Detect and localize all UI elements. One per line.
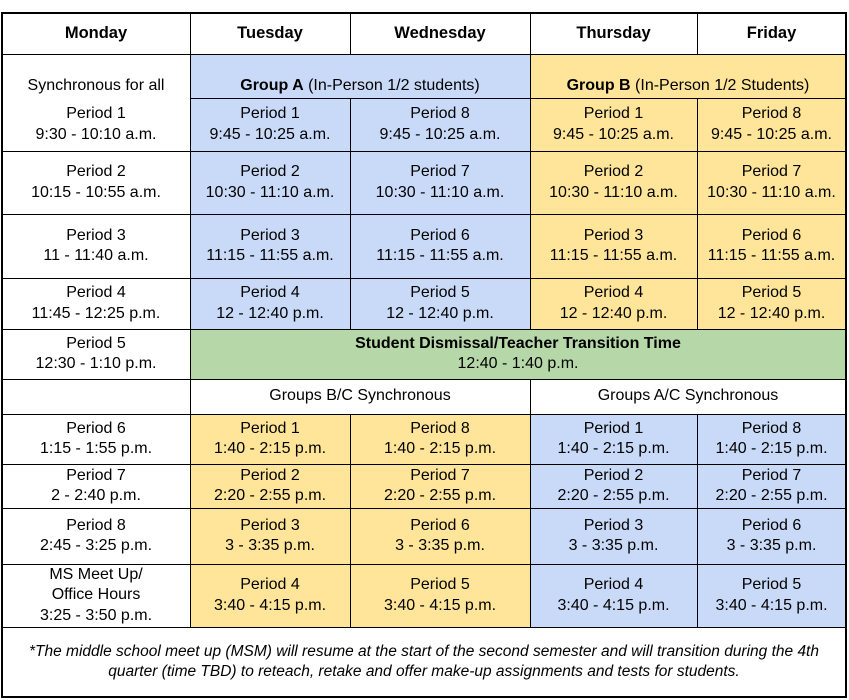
- table-cell: Period 5 3:40 - 4:15 p.m.: [697, 564, 846, 627]
- table-cell: Period 6 1:15 - 1:55 p.m.: [2, 414, 190, 464]
- table-cell: Period 1 9:30 - 10:10 a.m.: [2, 98, 190, 151]
- header-tuesday: Tuesday: [190, 13, 350, 54]
- grid-line: [190, 98, 846, 99]
- table-cell: [2, 379, 190, 414]
- monday-sync-label: Synchronous for all: [2, 54, 190, 98]
- table-cell: Period 6 11:15 - 11:55 a.m.: [350, 214, 530, 278]
- table-cell: Period 4 11:45 - 12:25 p.m.: [2, 278, 190, 329]
- grid-line: [530, 379, 531, 627]
- grid-line: [350, 13, 351, 54]
- group-a-name: Group A: [240, 76, 304, 94]
- group-b-note: (In-Person 1/2 Students): [630, 76, 810, 94]
- grid-line: [2, 214, 846, 215]
- grid-line: [697, 13, 698, 54]
- table-cell: Period 4 3:40 - 4:15 p.m.: [530, 564, 697, 627]
- table-cell: Period 5 12 - 12:40 p.m.: [697, 278, 846, 329]
- table-cell: Period 2 10:15 - 10:55 a.m.: [2, 151, 190, 214]
- grid-line: [2, 464, 846, 465]
- transition-time: 12:40 - 1:40 p.m.: [457, 355, 579, 372]
- grid-line: [2, 278, 846, 279]
- table-cell: Period 8 2:45 - 3:25 p.m.: [2, 508, 190, 564]
- table-cell: Period 4 12 - 12:40 p.m.: [530, 278, 697, 329]
- table-cell: Period 8 9:45 - 10:25 a.m.: [697, 98, 846, 151]
- grid-line: [2, 379, 846, 380]
- grid-line: [2, 151, 846, 152]
- grid-line: [2, 54, 846, 55]
- table-cell: Period 3 3 - 3:35 p.m.: [530, 508, 697, 564]
- table-cell: Period 1 1:40 - 2:15 p.m.: [190, 414, 350, 464]
- groups-bc-sync-label: Groups B/C Synchronous: [190, 379, 530, 414]
- table-cell: Period 2 2:20 - 2:55 p.m.: [530, 464, 697, 508]
- group-b-name: Group B: [566, 76, 631, 94]
- table-cell: Period 2 2:20 - 2:55 p.m.: [190, 464, 350, 508]
- table-cell: Period 8 1:40 - 2:15 p.m.: [697, 414, 846, 464]
- table-cell: Period 2 10:30 - 11:10 a.m.: [530, 151, 697, 214]
- table-cell: Period 6 3 - 3:35 p.m.: [350, 508, 530, 564]
- transition-title: Student Dismissal/Teacher Transition Time: [355, 334, 681, 352]
- table-cell: Period 1 9:45 - 10:25 a.m.: [190, 98, 350, 151]
- table-cell: Period 7 2:20 - 2:55 p.m.: [350, 464, 530, 508]
- border-right: [845, 12, 847, 698]
- table-cell: Period 6 3 - 3:35 p.m.: [697, 508, 846, 564]
- grid-line: [697, 414, 698, 627]
- table-cell: Period 7 2:20 - 2:55 p.m.: [697, 464, 846, 508]
- header-wednesday: Wednesday: [350, 13, 530, 54]
- grid-line: [530, 13, 531, 329]
- grid-line: [350, 98, 351, 329]
- table-cell: MS Meet Up/ Office Hours 3:25 - 3:50 p.m.: [2, 564, 190, 627]
- table-cell: Period 3 11 - 11:40 a.m.: [2, 214, 190, 278]
- table-cell: Period 5 3:40 - 4:15 p.m.: [350, 564, 530, 627]
- group-a-label: [190, 54, 530, 98]
- transition-banner: [190, 329, 846, 379]
- footnote: *The middle school meet up (MSM) will resume at the start of the second semester and will transition during the 4th quarter (time TBD) to reteach, retake and offer make-up assignments and tests for students.: [2, 627, 846, 697]
- table-cell: Period 5 12:30 - 1:10 p.m.: [2, 329, 190, 379]
- border-top: [1, 12, 847, 14]
- table-cell: Period 8 1:40 - 2:15 p.m.: [350, 414, 530, 464]
- table-cell: Period 7 10:30 - 11:10 a.m.: [697, 151, 846, 214]
- table-cell: Period 3 11:15 - 11:55 a.m.: [530, 214, 697, 278]
- table-cell: Period 6 11:15 - 11:55 a.m.: [697, 214, 846, 278]
- grid-line: [190, 13, 191, 627]
- table-cell: Period 2 10:30 - 11:10 a.m.: [190, 151, 350, 214]
- table-cell: Period 7 10:30 - 11:10 a.m.: [350, 151, 530, 214]
- table-cell: Period 3 3 - 3:35 p.m.: [190, 508, 350, 564]
- table-cell: Period 5 12 - 12:40 p.m.: [350, 278, 530, 329]
- group-b-label: [530, 54, 846, 98]
- table-cell: Period 4 3:40 - 4:15 p.m.: [190, 564, 350, 627]
- groups-ac-sync-label: Groups A/C Synchronous: [530, 379, 846, 414]
- table-cell: Period 4 12 - 12:40 p.m.: [190, 278, 350, 329]
- table-cell: Period 8 9:45 - 10:25 a.m.: [350, 98, 530, 151]
- header-monday: Monday: [2, 13, 190, 54]
- grid-line: [2, 508, 846, 509]
- grid-line: [2, 627, 846, 628]
- group-a-note: (In-Person 1/2 students): [303, 76, 480, 94]
- table-cell: Period 1 9:45 - 10:25 a.m.: [530, 98, 697, 151]
- grid-line: [2, 564, 846, 565]
- grid-line: [697, 98, 698, 329]
- table-cell: Period 1 1:40 - 2:15 p.m.: [530, 414, 697, 464]
- table-cell: Period 7 2 - 2:40 p.m.: [2, 464, 190, 508]
- header-friday: Friday: [697, 13, 846, 54]
- border-bottom: [1, 696, 847, 698]
- grid-line: [2, 329, 846, 330]
- table-cell: Period 3 11:15 - 11:55 a.m.: [190, 214, 350, 278]
- grid-line: [350, 414, 351, 627]
- grid-line: [2, 414, 846, 415]
- header-thursday: Thursday: [530, 13, 697, 54]
- border-left: [1, 12, 3, 698]
